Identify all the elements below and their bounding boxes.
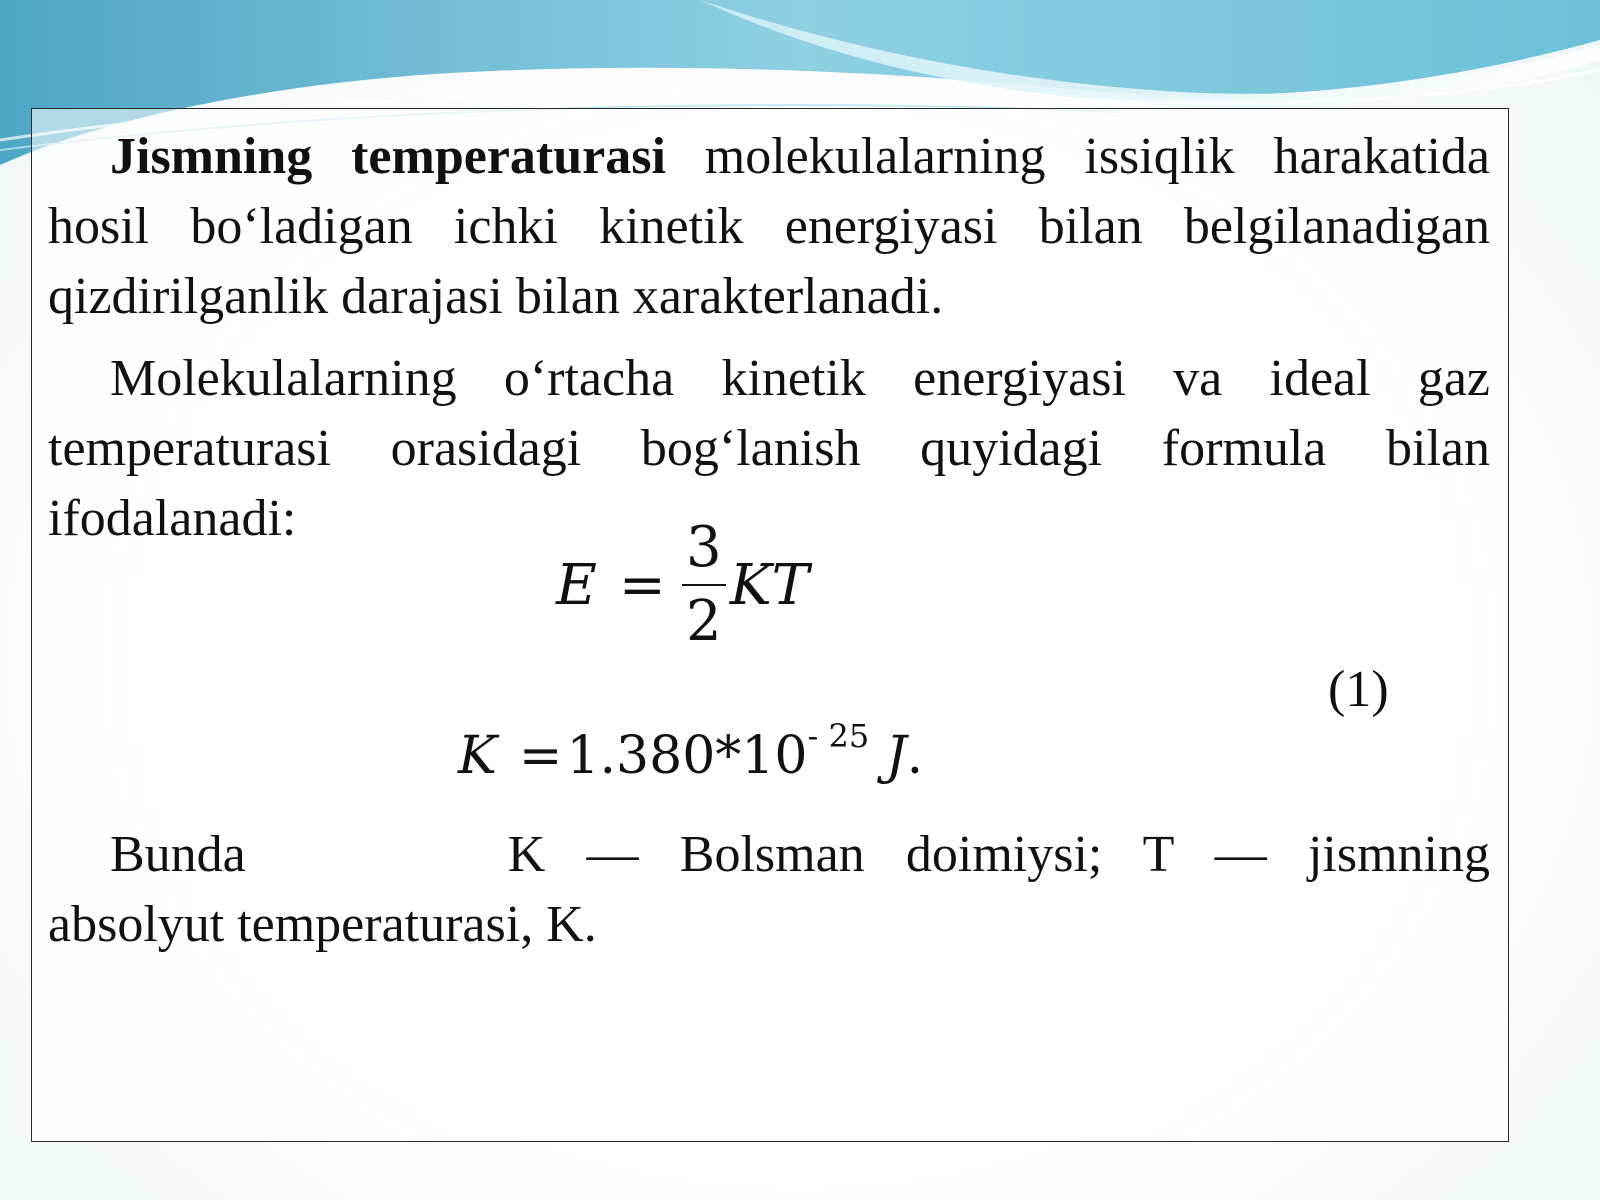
- formula-lhs-E: E: [556, 552, 597, 618]
- formula2-unit: J: [885, 726, 907, 786]
- explanation-text: K — Bolsman doimiysi; T — jismning absolyut temperaturasi, K.: [48, 826, 1490, 953]
- formula-energy: [556, 510, 809, 660]
- fraction-denominator: 2: [685, 589, 722, 654]
- definition-text: molekulalarning issiqlik harakatida hosil bo‘ladigan ichki kinetik energiyasi bilan belgilanadigan qizdirilganlik darajasi bilan xarakterlanadi.: [48, 128, 1490, 325]
- paragraph-explanation: [48, 820, 1490, 960]
- formula2-mantissa: 1.380*10: [566, 726, 808, 786]
- formula-rhs-KT: KT: [729, 552, 809, 618]
- equation-number: (1): [1328, 661, 1389, 718]
- explanation-start: Bunda: [110, 826, 246, 883]
- relation-text: Molekulalarning o‘rtacha kinetik energiyasi va ideal gaz temperaturasi orasidagi bog‘lanish quyidagi formula bilan ifodalanadi:: [48, 350, 1490, 547]
- paragraph-definition: [48, 122, 1490, 332]
- fraction-bar: [682, 584, 726, 586]
- formula-equals: =: [618, 552, 666, 618]
- formula2-period: .: [906, 726, 924, 786]
- formula-boltzmann: [458, 696, 923, 796]
- formula2-equals: =: [518, 726, 563, 786]
- fraction-numerator: 3: [685, 515, 722, 580]
- formula2-exponent: - 25: [807, 717, 870, 755]
- fraction: [682, 515, 726, 654]
- term-bold: Jismning temperaturasi: [110, 128, 666, 185]
- formula2-lhs-K: K: [458, 726, 497, 786]
